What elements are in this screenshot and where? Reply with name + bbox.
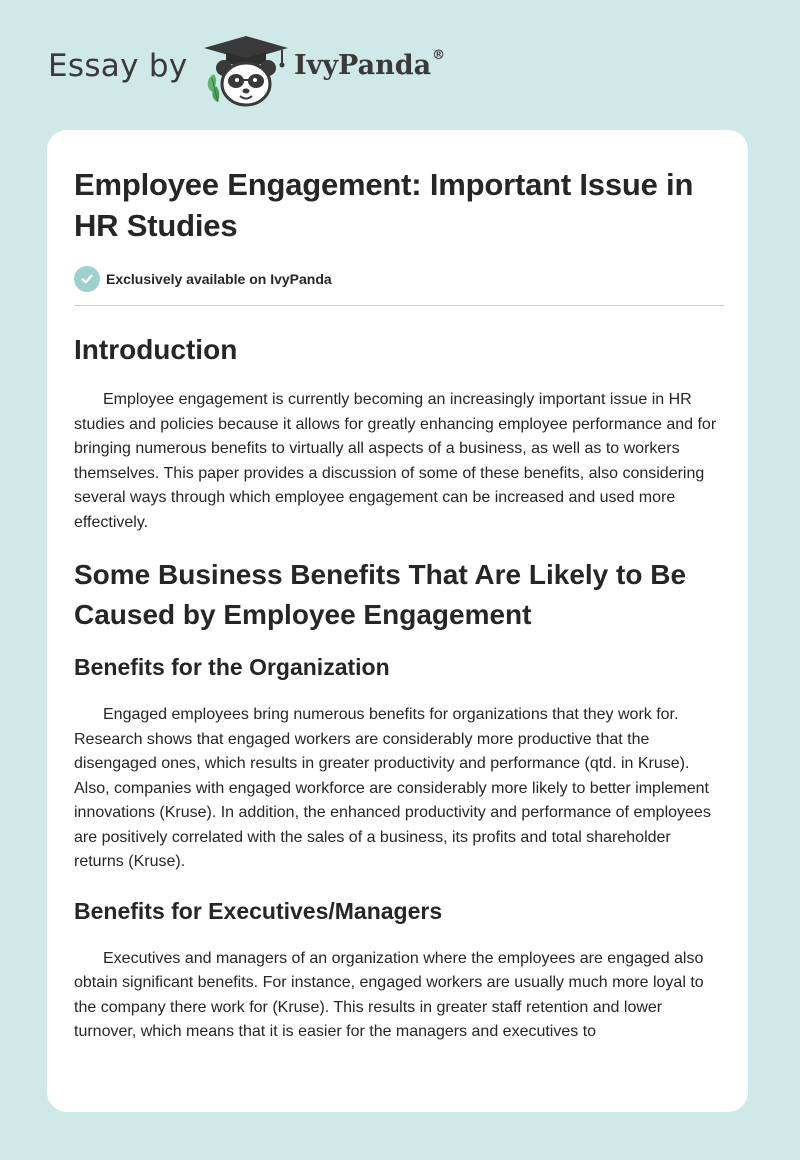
essay-card [47, 130, 748, 1112]
section-heading-business-benefits: Some Business Benefits That Are Likely to Be Caused by Employee Engagement [74, 559, 687, 630]
paragraph-introduction: Employee engagement is currently becoming an increasingly important issue in HR studies and policies because it allows for greatly enhancing employee performance and for bringing numerous benefits to virtually all aspects of a business, as well as to workers themselves. This paper provides a discussion of some of these benefits, also considering several ways through which employee engagement can be increased and used more effectively. [74, 391, 717, 531]
registered-mark: ® [432, 48, 446, 63]
paragraph-executives: Executives and managers of an organization where the employees are engaged also obtain significant benefits. For instance, engaged workers are usually much more loyal to the company there work for (Kruse). This results in greater staff retention and lower turnover, which means that it is easier for the managers and executives to [74, 949, 704, 1040]
brand-name[interactable] [294, 50, 445, 81]
brand-text: IvyPanda [294, 50, 432, 81]
essay-title: Employee Engagement: Important Issue in HR Studies [74, 167, 694, 243]
exclusive-badge [74, 266, 724, 292]
exclusive-badge-text: Exclusively available on IvyPanda [106, 271, 332, 287]
section-heading-introduction: Introduction [74, 334, 238, 365]
site-header [48, 34, 508, 114]
subheading-organization: Benefits for the Organization [74, 654, 390, 680]
check-circle-icon [74, 266, 100, 292]
essay-by-label: Essay by [48, 48, 188, 84]
panda-graduate-icon[interactable] [200, 34, 292, 108]
subheading-executives: Benefits for Executives/Managers [74, 897, 443, 924]
essay-content [74, 164, 724, 1045]
title-divider [74, 305, 724, 306]
paragraph-organization: Engaged employees bring numerous benefits for organizations that they work for. Research shows that engaged workers are considerably more productive that the disengaged ones, which results in greater productivity and performance (qtd. in Kruse). Also, companies with engaged workforce are considerably more likely to better implement innovations (Kruse). In addition, the enhanced productivity and performance of employees are positively correlated with the sales of a business, its profits and total shareholder returns (Kruse). [74, 706, 711, 870]
